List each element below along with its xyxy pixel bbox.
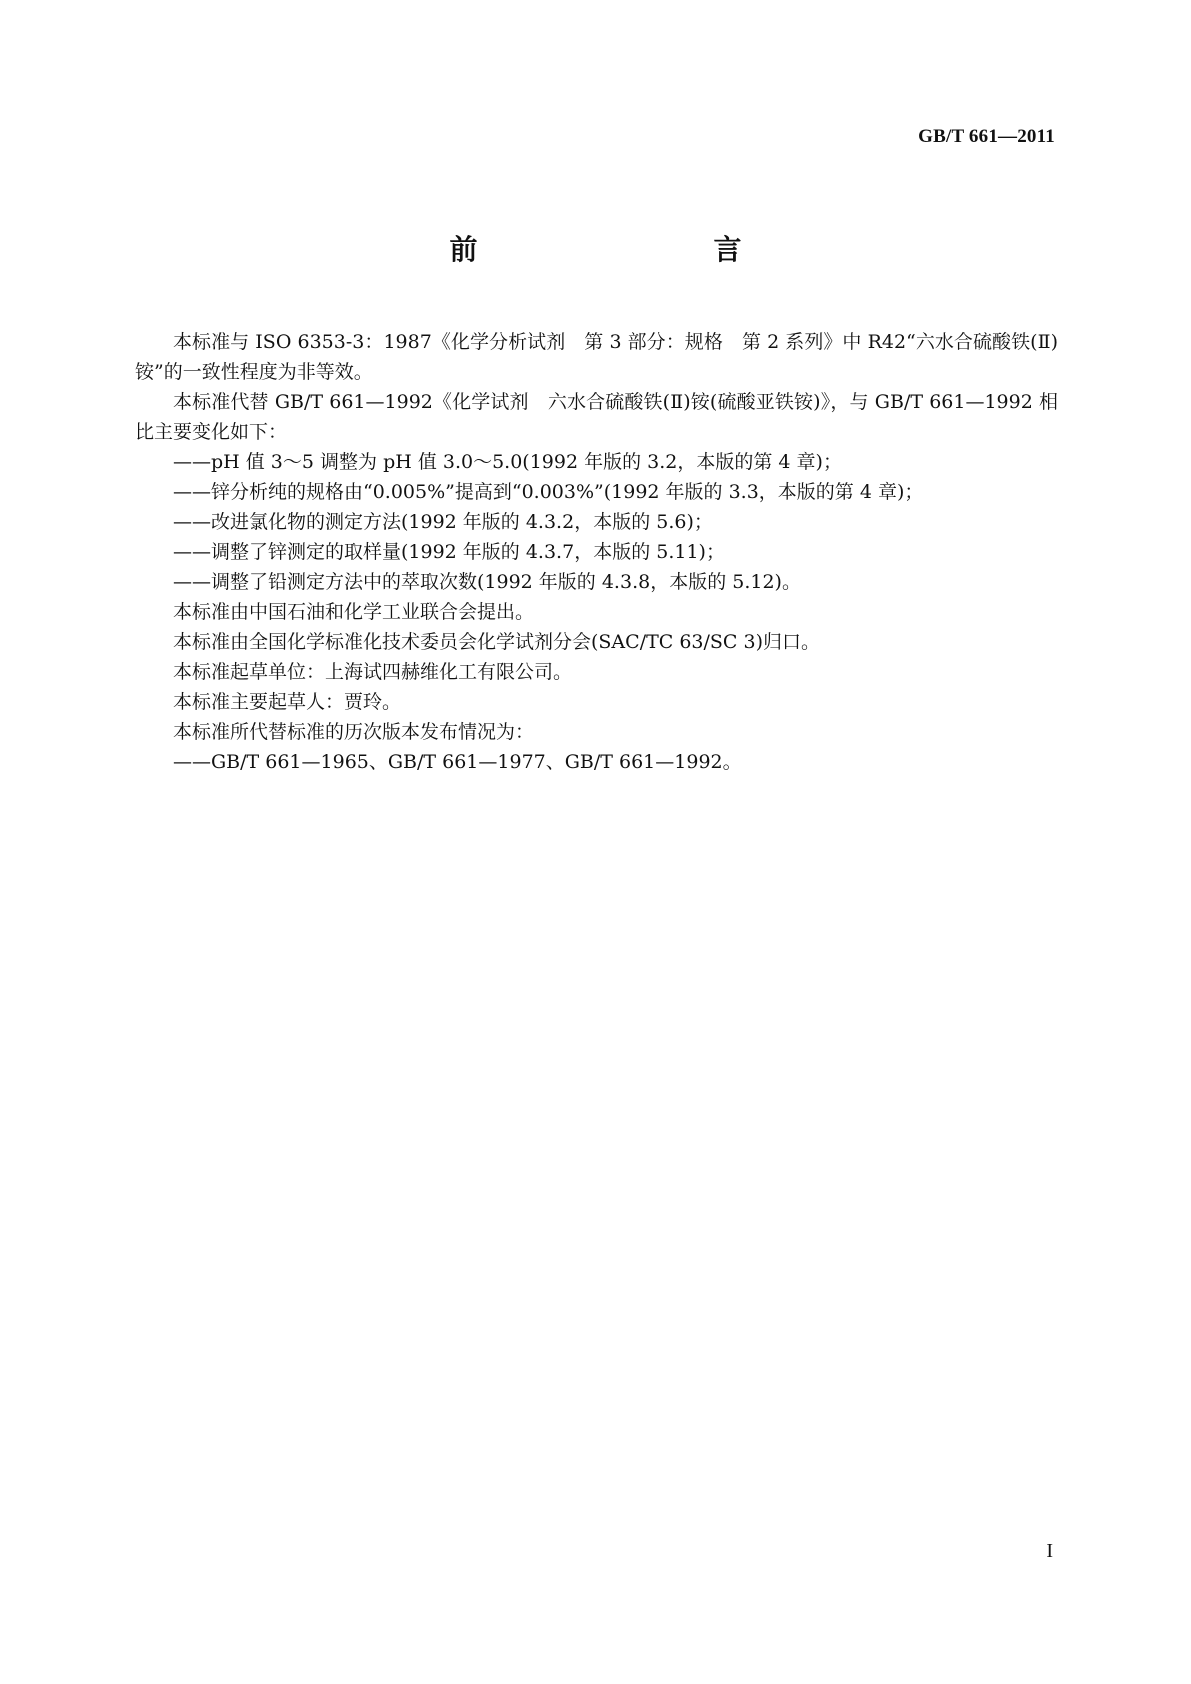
page-title: 前 言: [449, 233, 802, 266]
change-item: ——pH 值 3～5 调整为 pH 值 3.0～5.0(1992 年版的 3.2，本版的第 4 章)；: [173, 451, 842, 473]
change-item: ——改进氯化物的测定方法(1992 年版的 4.3.2，本版的 5.6)；: [173, 511, 713, 533]
document-body: [135, 327, 1058, 777]
statement-drafting-unit: 本标准起草单位：上海试四赫维化工有限公司。: [173, 661, 573, 683]
change-item: ——锌分析纯的规格由“0.005%”提高到“0.003%”(1992 年版的 3.3，本版的第 4 章)；: [173, 481, 924, 503]
change-item: ——调整了锌测定的取样量(1992 年版的 4.3.7，本版的 5.11)；: [173, 541, 725, 563]
change-item: ——调整了铅测定方法中的萃取次数(1992 年版的 4.3.8，本版的 5.12)。: [173, 571, 801, 593]
history-item: ——GB/T 661—1965、GB/T 661—1977、GB/T 661—1992。: [173, 751, 742, 773]
paragraph-replacement: 本标准代替 GB/T 661—1992《化学试剂 六水合硫酸铁(Ⅱ)铵(硫酸亚铁铵)》，与 GB/T 661—1992 相比主要变化如下：: [135, 391, 1058, 443]
page-number: I: [1046, 1540, 1053, 1562]
paragraph-consistency: 本标准与 ISO 6353-3：1987《化学分析试剂 第 3 部分：规格 第 2 系列》中 R42“六水合硫酸铁(Ⅱ)铵”的一致性程度为非等效。: [135, 331, 1058, 383]
statement-history-intro: 本标准所代替标准的历次版本发布情况为：: [173, 721, 535, 743]
standard-code: GB/T 661—2011: [918, 126, 1055, 147]
statement-proposer: 本标准由中国石油和化学工业联合会提出。: [173, 601, 535, 623]
statement-committee: 本标准由全国化学标准化技术委员会化学试剂分会(SAC/TC 63/SC 3)归口。: [173, 631, 821, 653]
statement-drafter: 本标准主要起草人：贾玲。: [173, 691, 402, 713]
